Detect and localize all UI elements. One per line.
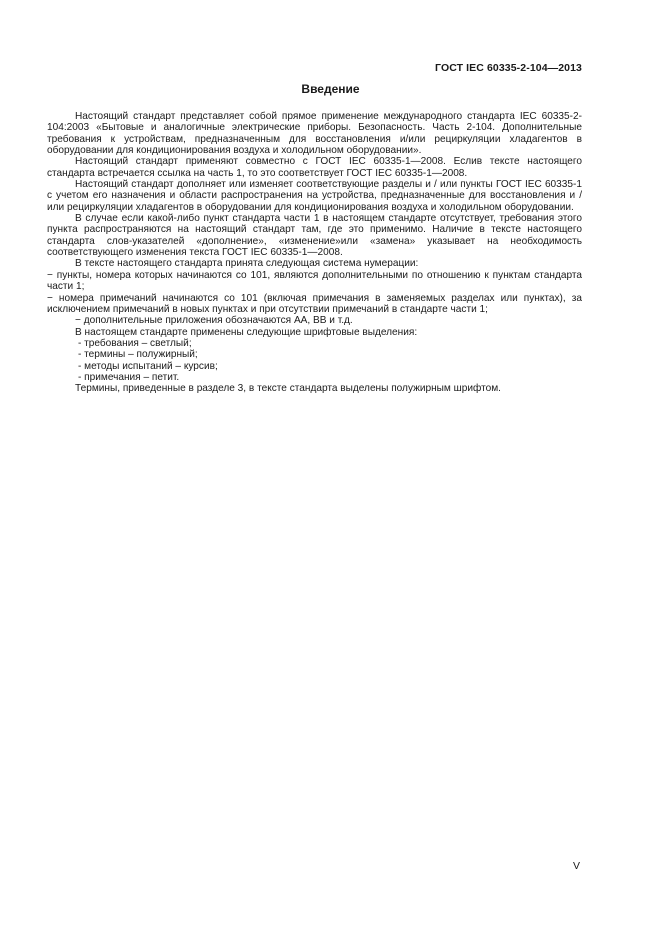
paragraph: Настоящий стандарт применяют совместно с ГОСТ IEC 60335-1—2008. Еслив тексте настоящего стандарта встречается ссылка на часть 1, то это соответствует ГОСТ IEC 60335-1—2008. <box>47 156 582 179</box>
font-style-item: - термины – полужирный; <box>78 349 198 361</box>
paragraph: В тексте настоящего стандарта принята следующая система нумерации: <box>75 258 419 270</box>
numbering-item: − номера примечаний начинаются со 101 (включая примечания в заменяемых разделах или пунктах), за исключением примечаний в новых пунктах и при отсутствии примечаний в стандарте части 1; <box>47 292 582 315</box>
font-style-item: - примечания – петит. <box>78 371 180 383</box>
paragraph: В случае если какой-либо пункт стандарта части 1 в настоящем стандарте отсутствует, требования этого пункта распространяются на настоящий стандарт там, где это применимо. Наличие в тексте настоящего стандарта слов-указателей «дополнение», «изменение»или «замена» указывает на необходимость соответствующего изменения текста ГОСТ IEC 60335-1—2008. <box>47 213 582 259</box>
paragraph: В настоящем стандарте применены следующие шрифтовые выделения: <box>75 326 418 338</box>
font-style-item: - требования – светлый; <box>78 337 192 349</box>
paragraph: Настоящий стандарт дополняет или изменяет соответствующие разделы и / или пункты ГОСТ IEC 60335-1 с учетом его назначения и области распространения на устройства, предназначенные для восстановления и / или рециркуляции хладагентов в оборудовании для кондиционирования воздуха и холодильном оборудовании. <box>47 179 582 213</box>
paragraph: Настоящий стандарт представляет собой прямое применение международного стандарта IEC 60335-2-104:2003 «Бытовые и аналогичные электрические приборы. Безопасность. Часть 2-104. Дополнительные требования к устройствам, предназначенным для восстановления и/или рециркуляции хладагентов в оборудовании для кондиционирования воздуха и холодильном оборудовании». <box>47 111 582 157</box>
numbering-item: − пункты, номера которых начинаются со 101, являются дополнительными по отношению к пунктам стандарта части 1; <box>47 269 582 293</box>
numbering-item: − дополнительные приложения обозначаются АА, ВВ и т.д. <box>75 315 353 327</box>
page-number: V <box>572 860 580 872</box>
font-style-item: - методы испытаний – курсив; <box>78 360 218 372</box>
document-body <box>47 111 582 395</box>
document-code: ГОСТ IEC 60335-2-104—2013 <box>435 62 582 74</box>
paragraph: Термины, приведенные в разделе 3, в тексте стандарта выделены полужирным шрифтом. <box>75 383 501 395</box>
section-title: Введение <box>301 82 360 96</box>
